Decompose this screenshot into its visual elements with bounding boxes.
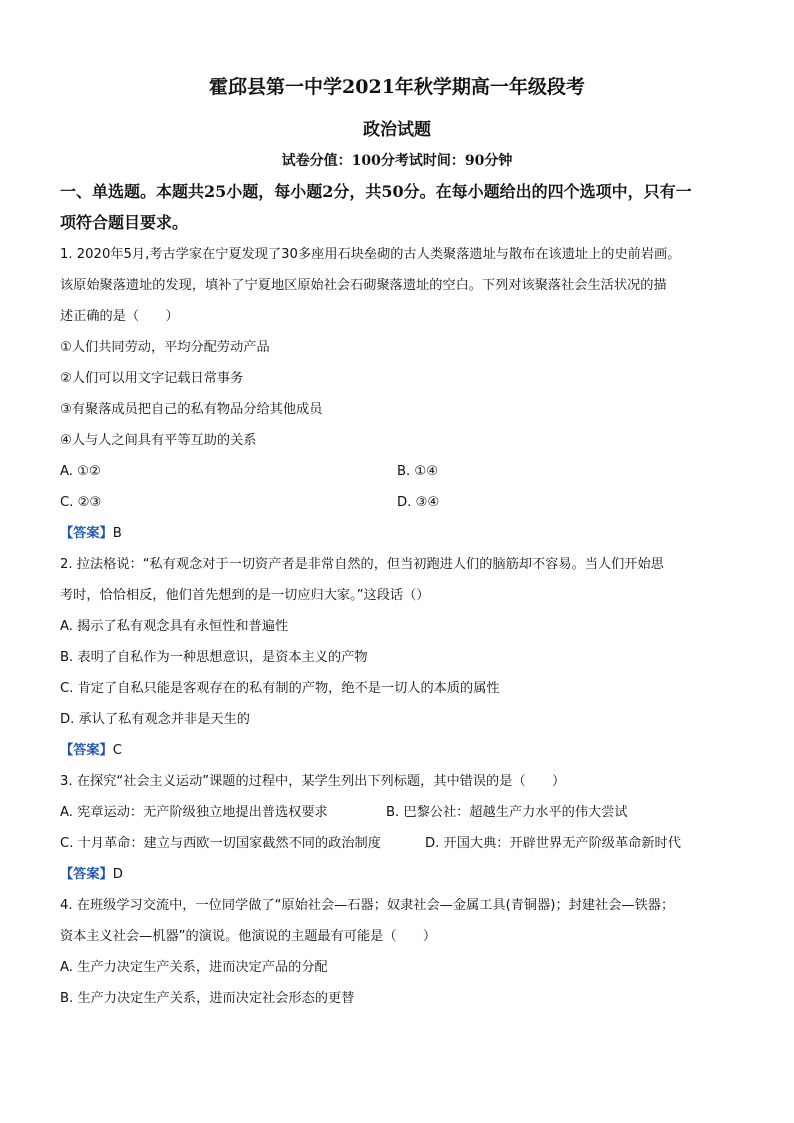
question-2-option-c: C. 肯定了自私只能是客观存在的私有制的产物，绝不是一切人的本质的属性	[60, 681, 500, 696]
question-3-answer	[60, 866, 123, 884]
question-2-option-a: A. 揭示了私有观念具有永恒性和普遍性	[60, 619, 289, 634]
question-2-line-2: 考时，恰恰相反，他们首先想到的是一切应归大家。”这段话（）	[60, 588, 430, 603]
exam-info: 试卷分值：100分考试时间：90分钟	[281, 153, 513, 169]
exam-title: 霍邱县第一中学2021年秋学期高一年级段考	[209, 76, 585, 98]
answer-label: 【答案】	[60, 867, 113, 882]
question-1-line-2: 该原始聚落遗址的发现，填补了宁夏地区原始社会石砌聚落遗址的空白。下列对该聚落社会生活状况的描	[60, 278, 667, 293]
question-1-line-1: 1. 2020年5月,考古学家在宁夏发现了30多座用石块垒砌的古人类聚落遗址与散布在该遗址上的史前岩画。	[60, 247, 681, 262]
question-1-statement-3: ③有聚落成员把自己的私有物品分给其他成员	[60, 402, 323, 417]
question-1-statement-1: ①人们共同劳动，平均分配劳动产品	[60, 340, 270, 355]
question-1-line-3: 述正确的是（ ）	[60, 309, 179, 324]
answer-label: 【答案】	[60, 743, 113, 758]
answer-value: D	[112, 867, 123, 882]
answer-value: C	[112, 743, 122, 758]
question-3-option-a: A. 宪章运动：无产阶级独立地提出普选权要求	[60, 805, 328, 820]
question-1-answer	[60, 525, 122, 543]
question-2-answer	[60, 742, 122, 760]
question-2-line-1: 2. 拉法格说：“私有观念对于一切资产者是非常自然的，但当初跑进人们的脑筋却不容易。当人们开始思	[60, 557, 664, 572]
question-4-line-1: 4. 在班级学习交流中，一位同学做了“原始社会—石器；奴隶社会—金属工具(青铜器)；封建社会—铁器；	[60, 898, 675, 913]
question-3-option-d: D. 开国大典：开辟世界无产阶级革命新时代	[425, 836, 681, 851]
question-1-option-a: A. ①②	[60, 464, 101, 479]
question-3-line-1: 3. 在探究“社会主义运动”课题的过程中，某学生列出下列标题，其中错误的是（ ）	[60, 774, 566, 789]
question-1-option-d: D. ③④	[397, 495, 440, 510]
answer-label: 【答案】	[60, 526, 113, 541]
question-1-statement-2: ②人们可以用文字记载日常事务	[60, 371, 244, 386]
section-heading-line2: 项符合题目要求。	[60, 213, 189, 232]
question-3-option-b: B. 巴黎公社：超越生产力水平的伟大尝试	[386, 805, 628, 820]
question-1-statement-4: ④人与人之间具有平等互助的关系	[60, 433, 257, 448]
question-4-option-a: A. 生产力决定生产关系，进而决定产品的分配	[60, 960, 328, 975]
question-1-option-c: C. ②③	[60, 495, 102, 510]
question-2-option-b: B. 表明了自私作为一种思想意识，是资本主义的产物	[60, 650, 368, 665]
question-4-option-b: B. 生产力决定生产关系，进而决定社会形态的更替	[60, 991, 355, 1006]
exam-subject: 政治试题	[363, 120, 431, 140]
question-2-option-d: D. 承认了私有观念并非是天生的	[60, 712, 250, 727]
answer-value: B	[112, 526, 122, 541]
question-3-option-c: C. 十月革命：建立与西欧一切国家截然不同的政治制度	[60, 836, 381, 851]
section-heading-line1: 一、单选题。本题共25小题，每小题2分，共50分。在每小题给出的四个选项中，只有一	[60, 182, 692, 201]
question-1-option-b: B. ①④	[397, 464, 439, 479]
question-4-line-2: 资本主义社会—机器”的演说。他演说的主题最有可能是（ ）	[60, 929, 437, 944]
